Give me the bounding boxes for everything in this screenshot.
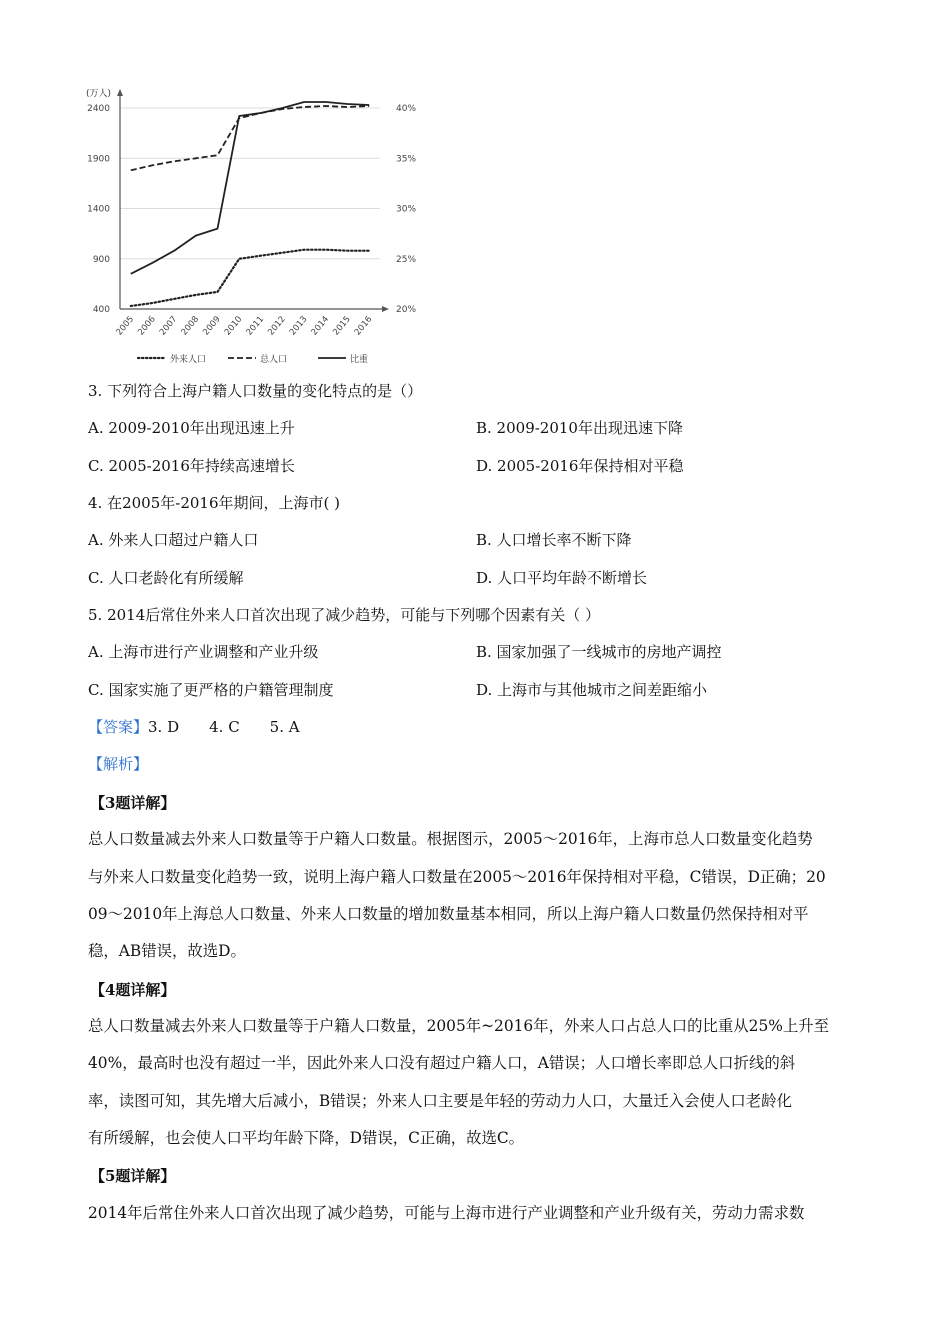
left-tick-label: 2400 <box>87 104 110 114</box>
answer-line <box>88 717 300 737</box>
x-tick-label: 2008 <box>179 314 202 338</box>
answer-text: 3. D 4. C 5. A <box>148 718 300 736</box>
legend-label-1: 总人口 <box>260 355 288 365</box>
x-tick-label: 2013 <box>287 314 310 338</box>
x-tick-label: 2012 <box>266 314 288 338</box>
detail-5-line-1: 2014年后常住外来人口首次出现了减少趋势，可能与上海市进行产业调整和产业升级有关，劳动力需求数 <box>88 1204 805 1222</box>
question-4-option-d: D. 人口平均年龄不断增长 <box>476 569 648 587</box>
x-tick-label: 2010 <box>222 314 245 338</box>
population-chart <box>80 78 420 370</box>
detail-4-line-1: 总人口数量减去外来人口数量等于户籍人口数量，2005年~2016年，外来人口占总人口的比重从25%上升至 <box>88 1017 830 1035</box>
series-line-0 <box>131 250 369 306</box>
analysis-tag: 【解析】 <box>88 755 149 773</box>
question-4-stem: 4. 在2005年-2016年期间，上海市( ) <box>88 494 340 512</box>
left-tick-label: 900 <box>92 254 110 265</box>
series-line-1 <box>131 106 369 170</box>
detail-4-line-2: 40%，最高时也没有超过一半，因此外来人口没有超过户籍人口，A错误；人口增长率即总人口折线的斜 <box>88 1054 796 1072</box>
right-tick-label: 30% <box>396 204 417 215</box>
detail-3-line-2: 与外来人口数量变化趋势一致，说明上海户籍人口数量在2005～2016年保持相对平稳，C错误，D正确；20 <box>88 868 826 886</box>
x-tick-label: 2014 <box>309 314 332 338</box>
left-tick-label: 400 <box>92 305 110 315</box>
detail-3-title: 【3题详解】 <box>90 794 176 812</box>
legend-label-2: 比重 <box>350 355 369 365</box>
legend-label-0: 外来人口 <box>170 355 207 365</box>
right-tick-label: 35% <box>396 154 417 165</box>
question-5-stem: 5. 2014后常住外来人口首次出现了减少趋势，可能与下列哪个因素有关（ ） <box>88 606 601 624</box>
question-5-option-d: D. 上海市与其他城市之间差距缩小 <box>476 681 708 699</box>
detail-4-title: 【4题详解】 <box>90 981 176 999</box>
question-5-option-c: C. 国家实施了更严格的户籍管理制度 <box>88 681 334 699</box>
detail-4-line-4: 有所缓解，也会使人口平均年龄下降，D错误，C正确，故选C。 <box>88 1129 525 1147</box>
left-tick-label: 1900 <box>87 154 110 165</box>
x-tick-label: 2016 <box>352 314 375 338</box>
question-5-option-a: A. 上海市进行产业调整和产业升级 <box>88 643 319 661</box>
question-3-option-a: A. 2009-2010年出现迅速上升 <box>88 419 295 437</box>
question-3-option-b: B. 2009-2010年出现迅速下降 <box>476 419 683 437</box>
x-tick-label: 2005 <box>114 314 137 338</box>
right-tick-label: 25% <box>396 254 417 265</box>
x-tick-label: 2006 <box>136 314 158 338</box>
question-5-option-b: B. 国家加强了一线城市的房地产调控 <box>476 643 722 661</box>
question-4-option-c: C. 人口老龄化有所缓解 <box>88 569 244 587</box>
x-tick-label: 2009 <box>201 314 223 338</box>
question-3-option-d: D. 2005-2016年保持相对平稳 <box>476 457 684 475</box>
detail-3-line-3: 09～2010年上海总人口数量、外来人口数量的增加数量基本相同，所以上海户籍人口数量仍然保持相对平 <box>88 905 809 923</box>
y-unit-label: (万人) <box>86 89 112 99</box>
detail-3-line-4: 稳，AB错误，故选D。 <box>88 942 246 960</box>
x-axis-arrow <box>382 306 389 312</box>
question-4-option-a: A. 外来人口超过户籍人口 <box>88 531 259 549</box>
detail-5-title: 【5题详解】 <box>90 1167 176 1185</box>
y-axis-arrow <box>117 89 123 96</box>
x-tick-label: 2007 <box>157 314 180 338</box>
series-line-2 <box>131 102 369 274</box>
detail-4-line-3: 率，读图可知，其先增大后减小，B错误；外来人口主要是年轻的劳动力人口，大量迁入会使人口老龄化 <box>88 1092 792 1110</box>
x-tick-label: 2011 <box>244 314 267 338</box>
detail-3-line-1: 总人口数量减去外来人口数量等于户籍人口数量。根据图示，2005～2016年，上海市总人口数量变化趋势 <box>88 830 813 848</box>
question-4-option-b: B. 人口增长率不断下降 <box>476 531 632 549</box>
right-tick-label: 40% <box>396 104 417 114</box>
x-tick-label: 2015 <box>331 314 353 338</box>
question-3-stem: 3. 下列符合上海户籍人口数量的变化特点的是（） <box>88 382 423 400</box>
right-tick-label: 20% <box>396 305 417 315</box>
left-tick-label: 1400 <box>87 204 110 215</box>
answer-tag: 【答案】 <box>88 718 149 736</box>
question-3-option-c: C. 2005-2016年持续高速增长 <box>88 457 295 475</box>
